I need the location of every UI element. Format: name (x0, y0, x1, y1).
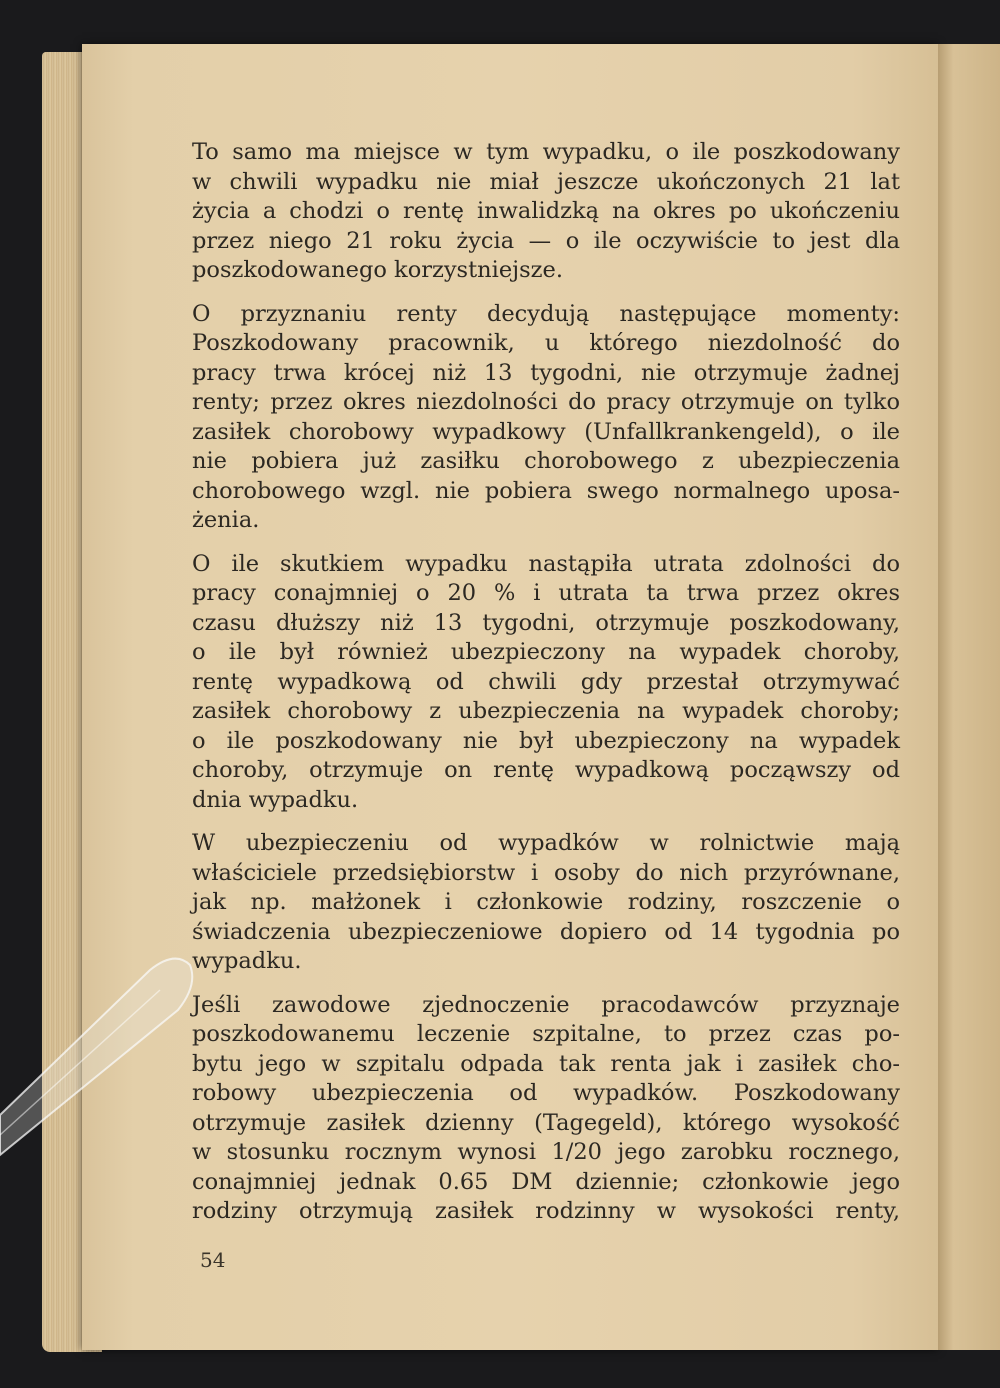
text-line: O przyznaniu renty decydują następujące momenty: (192, 300, 900, 327)
page-holder-clip (0, 940, 200, 1160)
text-line: conajmniej jednak 0.65 DM dziennie; członkowie jego (192, 1168, 900, 1195)
text-line: W ubezpieczeniu od wypadków w rolnictwie mają (192, 830, 900, 856)
text-line: To samo ma miejsce w tym wypadku, o ile poszkodowany (192, 139, 900, 165)
text-line: bytu jego w szpitalu odpada tak renta jak i zasiłek cho- (192, 1050, 900, 1077)
text-line: jak np. małżonek i członkowie rodziny, roszczenie o (192, 889, 900, 915)
text-line: pracy trwa krócej niż 13 tygodni, nie otrzymuje żadnej (192, 359, 900, 386)
text-line: robowy ubezpieczenia od wypadków. Poszkodowany (192, 1080, 900, 1106)
text-line: rodziny otrzymują zasiłek rodzinny w wysokości renty, (192, 1198, 900, 1224)
text-line: właściciele przedsiębiorstw i osoby do nich przyrównane, (192, 859, 900, 886)
text-line: dnia wypadku. (192, 786, 359, 813)
text-line: Poszkodowany pracownik, u którego niezdolność do (192, 330, 900, 356)
text-line: renty; przez okres niezdolności do pracy otrzymuje on tylko (192, 389, 900, 415)
page-text (192, 138, 900, 1241)
text-line: otrzymuje zasiłek dzienny (Tagegeld), którego wysokość (192, 1109, 900, 1136)
page-number: 54 (200, 1248, 226, 1272)
paragraph (192, 550, 900, 816)
text-line: życia a chodzi o rentę inwalidzką na okres po ukończeniu (192, 198, 900, 224)
paragraph (192, 829, 900, 977)
text-line: przez niego 21 roku życia — o ile oczywiście to jest dla (192, 227, 900, 254)
text-line: O ile skutkiem wypadku nastąpiła utrata zdolności do (192, 550, 900, 577)
paragraph (192, 300, 900, 536)
text-line: chorobowego wzgl. nie pobiera swego normalnego uposa- (192, 477, 900, 504)
adjacent-page-edge (938, 44, 1000, 1350)
text-line: czasu dłuższy niż 13 tygodni, otrzymuje poszkodowany, (192, 609, 900, 636)
paragraph (192, 138, 900, 286)
paragraph (192, 991, 900, 1227)
text-line: o ile był również ubezpieczony na wypadek choroby, (192, 639, 900, 665)
text-line: poszkodowanego korzystniejsze. (192, 257, 563, 283)
text-line: wypadku. (192, 948, 302, 974)
text-line: o ile poszkodowany nie był ubezpieczony na wypadek (192, 727, 900, 754)
text-line: rentę wypadkową od chwili gdy przestał otrzymywać (192, 668, 900, 695)
text-line: żenia. (192, 507, 260, 533)
text-line: w stosunku rocznym wynosi 1/20 jego zarobku rocznego, (192, 1139, 900, 1165)
text-line: pracy conajmniej o 20 % i utrata ta trwa przez okres (192, 580, 900, 606)
text-line: zasiłek chorobowy z ubezpieczenia na wypadek choroby; (192, 698, 900, 724)
text-line: nie pobiera już zasiłku chorobowego z ubezpieczenia (192, 448, 900, 474)
text-line: zasiłek chorobowy wypadkowy (Unfallkrankengeld), o ile (192, 418, 900, 445)
text-line: świadczenia ubezpieczeniowe dopiero od 14 tygodnia po (192, 918, 900, 945)
text-line: Jeśli zawodowe zjednoczenie pracodawców przyznaje (192, 991, 900, 1018)
text-line: poszkodowanemu leczenie szpitalne, to przez czas po- (192, 1021, 900, 1047)
text-line: choroby, otrzymuje on rentę wypadkową począwszy od (192, 757, 900, 783)
text-line: w chwili wypadku nie miał jeszcze ukończonych 21 lat (192, 168, 900, 195)
